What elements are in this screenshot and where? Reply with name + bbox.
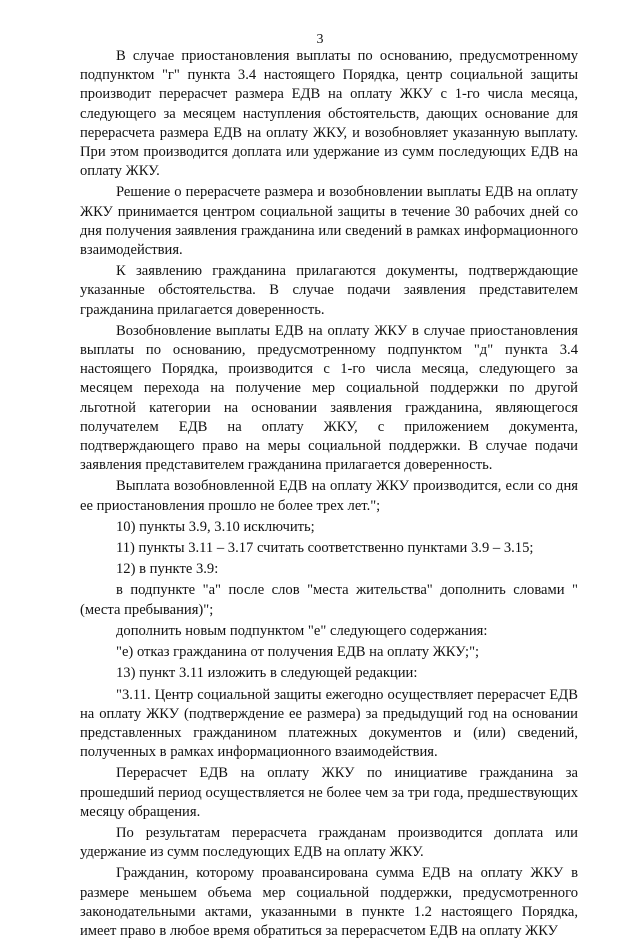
paragraph: Решение о перерасчете размера и возобновлении выплаты ЕДВ на оплату ЖКУ принимается центром социальной защиты в течение 30 рабочих дней со дня получения заявления гражданина или сведений в рамках информационного взаимодействия. (80, 184, 578, 259)
paragraph: Выплата возобновленной ЕДВ на оплату ЖКУ производится, если со дня ее приостановления прошло не более трех лет."; (80, 478, 578, 514)
paragraph: "е) отказ гражданина от получения ЕДВ на оплату ЖКУ;"; (116, 644, 480, 661)
paragraph: в подпункте "а" после слов "места жительства" дополнить словами "(места пребывания)"; (80, 582, 578, 618)
list-item: 13) пункт 3.11 изложить в следующей редакции: (116, 665, 418, 682)
paragraph: "3.11. Центр социальной защиты ежегодно осуществляет перерасчет ЕДВ на оплату ЖКУ (подтверждение ее размера) за предыдущий год на основании представленных гражданином платежных документов и (или) сведений, полученных в рамках информационного взаимодействия. (80, 686, 578, 761)
document-body (80, 47, 578, 941)
list-item: 12) в пункте 3.9: (116, 561, 219, 578)
paragraph: Перерасчет ЕДВ на оплату ЖКУ по инициативе гражданина за прошедший период осуществляется не более чем за три года, предшествующих месяцу обращения. (80, 765, 578, 820)
list-item: 10) пункты 3.9, 3.10 исключить; (116, 518, 315, 535)
paragraph: Возобновление выплаты ЕДВ на оплату ЖКУ в случае приостановления выплаты по основанию, предусмотренному подпунктом "д" пункта 3.4 настоящего Порядка, производится с 1-го числа месяца, следующего за месяцем перехода на получение мер социальной поддержки по другой льготной категории на основании заявления гражданина, являющегося получателем ЕДВ на оплату ЖКУ, с приложением документа, подтверждающего право на меры социальной поддержки. В случае подачи заявления представителем гражданина прилагается доверенность. (80, 322, 578, 474)
list-item: 11) пункты 3.11 – 3.17 считать соответственно пунктами 3.9 – 3.15; (116, 540, 534, 557)
page-number: 3 (316, 32, 324, 47)
paragraph: дополнить новым подпунктом "е" следующего содержания: (116, 622, 488, 639)
paragraph: В случае приостановления выплаты по основанию, предусмотренному подпунктом "г" пункта 3.4 настоящего Порядка, центр социальной защиты производит перерасчет размера ЕДВ на оплату ЖКУ с 1-го числа месяца, следующего за месяцем наступления обстоятельств, дающих основание для перерасчета размера ЕДВ на оплату ЖКУ, и возобновляет указанную выплату. При этом производится доплата или удержание из сумм последующих ЕДВ на оплату ЖКУ. (80, 48, 578, 180)
paragraph: Гражданин, которому проавансирована сумма ЕДВ на оплату ЖКУ в размере меньшем объема мер социальной поддержки, предусмотренного законодательными актами, указанными в пункте 1.2 настоящего Порядка, имеет право в любое время обратиться за перерасчетом ЕДВ на оплату ЖКУ (80, 865, 578, 939)
paragraph: По результатам перерасчета гражданам производится доплата или удержание из сумм последующих ЕДВ на оплату ЖКУ. (80, 824, 578, 861)
paragraph: К заявлению гражданина прилагаются документы, подтверждающие указанные обстоятельства. В случае подачи заявления представителем гражданина прилагается доверенность. (80, 263, 578, 318)
